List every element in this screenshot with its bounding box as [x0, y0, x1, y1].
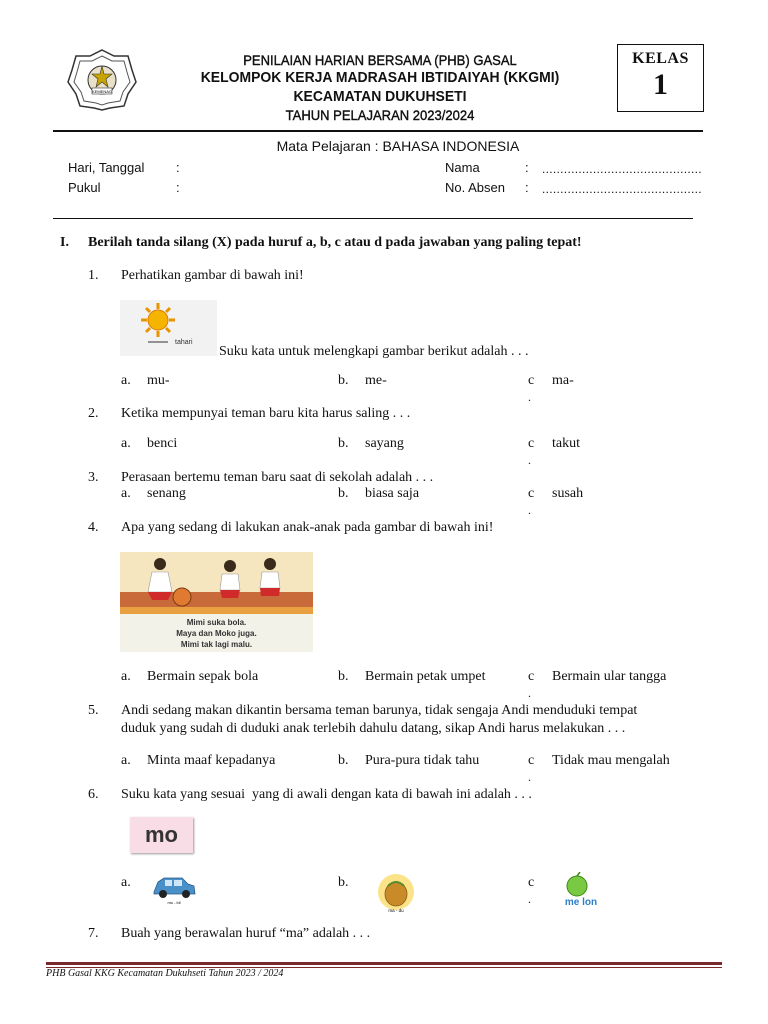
image-line-1: Mimi suka bola.: [186, 618, 247, 627]
q1-opt-b-letter[interactable]: b.: [338, 373, 349, 388]
q3-text: Perasaan bertemu teman baru saat di sekolah adalah . . .: [121, 470, 434, 485]
q5-text-line-1: Andi sedang makan dikantin bersama teman barunya, tidak sengaja Andi menduduki tempat: [121, 703, 638, 718]
q3-opt-b-letter[interactable]: b.: [338, 486, 349, 501]
q4-text: Apa yang sedang di lakukan anak-anak pada gambar di bawah ini!: [121, 520, 494, 535]
footer-text: PHB Gasal KKG Kecamatan Dukuhseti Tahun 2023 / 2024: [46, 968, 284, 979]
absen-colon: :: [525, 180, 529, 195]
section-instruction: Berilah tanda silang (X) pada huruf a, b, c atau d pada jawaban yang paling tepat!: [88, 235, 582, 250]
q4-opt-c-text[interactable]: Bermain ular tangga: [552, 669, 667, 684]
q3-number: 3.: [88, 470, 99, 485]
q2-opt-b-text[interactable]: sayang: [365, 436, 404, 451]
sun-caption: tahari: [175, 339, 193, 346]
hari-label: Hari, Tanggal: [68, 160, 145, 175]
absen-label: No. Absen: [445, 180, 505, 195]
nama-field[interactable]: ............................................: [542, 162, 702, 176]
q4-opt-a-text[interactable]: Bermain sepak bola: [147, 669, 259, 684]
info-rule: [53, 218, 693, 219]
q2-opt-a-text[interactable]: benci: [147, 436, 178, 451]
q4-opt-a-letter[interactable]: a.: [121, 669, 131, 684]
q2-opt-a-letter[interactable]: a.: [121, 436, 131, 451]
nama-colon: :: [525, 160, 529, 175]
image-line-2: Maya dan Moko juga.: [176, 629, 257, 638]
header-line-2: KELOMPOK KERJA MADRASAH IBTIDAIYAH (KKGMI): [200, 69, 560, 86]
q3-opt-a-letter[interactable]: a.: [121, 486, 131, 501]
q6-number: 6.: [88, 787, 99, 802]
q2-text: Ketika mempunyai teman baru kita harus saling . . .: [121, 406, 411, 421]
q5-number: 5.: [88, 703, 99, 718]
pukul-colon: :: [176, 180, 180, 195]
q5-opt-a-letter[interactable]: a.: [121, 753, 131, 768]
q5-opt-a-text[interactable]: Minta maaf kepadanya: [147, 753, 276, 768]
q1-subtext: Suku kata untuk melengkapi gambar berikut adalah . . .: [219, 344, 529, 359]
q1-opt-c-letter[interactable]: c: [528, 373, 535, 388]
sun-image: [120, 300, 217, 356]
q2-opt-c-letter[interactable]: c: [528, 436, 535, 451]
q6-opt-b-letter[interactable]: b.: [338, 875, 349, 890]
q2-number: 2.: [88, 406, 99, 421]
q7-number: 7.: [88, 926, 99, 941]
q5-opt-c-letter[interactable]: c: [528, 753, 535, 768]
header-line-3: KECAMATAN DUKUHSETI: [293, 88, 467, 105]
logo-text: KEMENAG: [91, 89, 113, 94]
q3-opt-c-letter[interactable]: c: [528, 486, 535, 501]
children-playing-image: [120, 552, 313, 652]
header-rule: [53, 130, 703, 132]
melon-image[interactable]: [555, 872, 607, 910]
q5-opt-c-dot: .: [528, 770, 531, 784]
q7-text: Buah yang berawalan huruf “ma” adalah . . .: [121, 926, 371, 941]
subject-title: Mata Pelajaran : BAHASA INDONESIA: [276, 138, 520, 154]
q6-opt-c-dot: .: [528, 892, 531, 906]
q3-opt-c-dot: .: [528, 503, 531, 517]
honey-image[interactable]: [372, 872, 420, 916]
pukul-label: Pukul: [68, 180, 101, 195]
q5-opt-c-text[interactable]: Tidak mau mengalah: [552, 753, 670, 768]
kelas-label: KELAS: [632, 50, 689, 67]
q3-opt-c-text[interactable]: susah: [552, 486, 584, 501]
header-line-4: TAHUN PELAJARAN 2023/2024: [285, 107, 475, 123]
q2-opt-c-dot: .: [528, 453, 531, 467]
q2-opt-c-text[interactable]: takut: [552, 436, 580, 451]
hari-colon: :: [176, 160, 180, 175]
kelas-box: [617, 44, 704, 112]
q1-opt-a-letter[interactable]: a.: [121, 373, 131, 388]
nama-label: Nama: [445, 160, 480, 175]
q6-text: Suku kata yang sesuai yang di awali dengan kata di bawah ini adalah . . .: [121, 787, 532, 802]
mo-card: mo: [130, 817, 193, 853]
q3-opt-a-text[interactable]: senang: [147, 486, 186, 501]
image-line-3: Mimi tak lagi malu.: [180, 640, 253, 649]
absen-field[interactable]: ............................................: [542, 182, 702, 196]
q1-opt-c-text[interactable]: ma-: [552, 373, 574, 388]
header-line-1: PENILAIAN HARIAN BERSAMA (PHB) GASAL: [243, 52, 517, 68]
q4-number: 4.: [88, 520, 99, 535]
kelas-value: 1: [653, 68, 668, 101]
q4-opt-c-dot: .: [528, 686, 531, 700]
car-caption: mo - bil: [167, 900, 181, 905]
q3-opt-b-text[interactable]: biasa saja: [365, 486, 420, 501]
car-image[interactable]: [150, 872, 198, 906]
melon-caption: me lon: [564, 897, 598, 908]
q1-number: 1.: [88, 268, 99, 283]
q6-opt-a-letter[interactable]: a.: [121, 875, 131, 890]
q1-opt-a-text[interactable]: mu-: [147, 373, 170, 388]
q4-opt-b-letter[interactable]: b.: [338, 669, 349, 684]
q2-opt-b-letter[interactable]: b.: [338, 436, 349, 451]
section-number: I.: [60, 235, 69, 250]
q5-text-line-2: duduk yang sudah di duduki anak terlebih dahulu datang, sikap Andi harus melakukan . . .: [121, 721, 626, 736]
q4-opt-b-text[interactable]: Bermain petak umpet: [365, 669, 486, 684]
q1-opt-b-text[interactable]: me-: [365, 373, 387, 388]
q5-opt-b-text[interactable]: Pura-pura tidak tahu: [365, 753, 480, 768]
q6-opt-c-letter[interactable]: c: [528, 875, 535, 890]
honey-caption: ma - du: [388, 908, 404, 913]
kemenag-logo: [66, 48, 138, 112]
q1-text: Perhatikan gambar di bawah ini!: [121, 268, 304, 283]
q4-opt-c-letter[interactable]: c: [528, 669, 535, 684]
q1-opt-c-dot: .: [528, 390, 531, 404]
q5-opt-b-letter[interactable]: b.: [338, 753, 349, 768]
footer-rule-thick: [46, 962, 722, 965]
